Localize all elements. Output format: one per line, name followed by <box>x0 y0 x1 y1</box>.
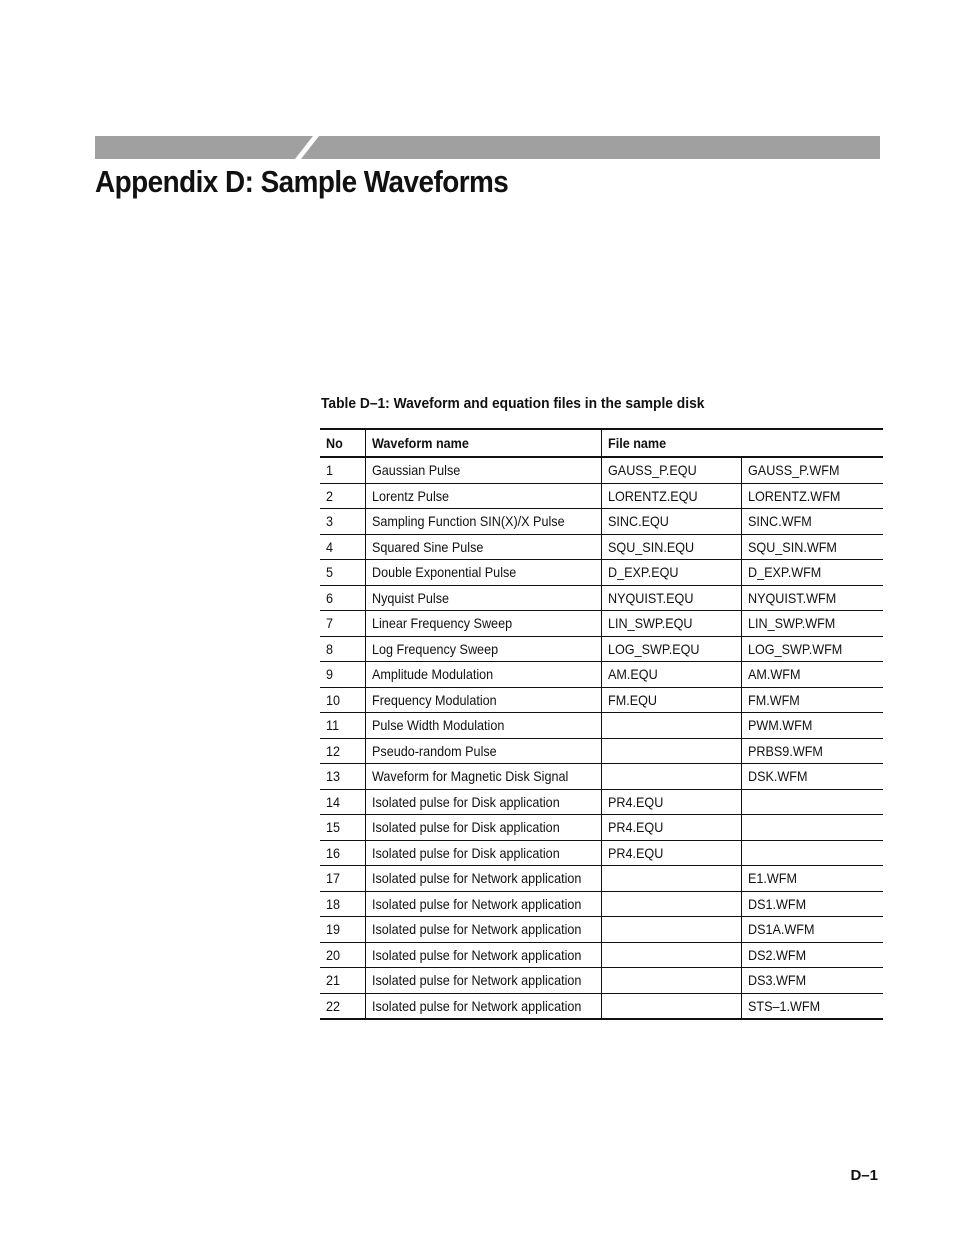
row-number-cell-text: 12 <box>326 742 341 759</box>
row-number-cell <box>320 764 365 790</box>
waveform-file-cell-text: PWM.WFM <box>747 717 812 734</box>
row-number-cell <box>320 789 365 815</box>
row-number-cell-text: 5 <box>326 564 334 581</box>
equation-file-cell <box>601 509 741 535</box>
equation-file-cell-text: D_EXP.EQU <box>607 564 679 581</box>
row-number-cell-text: 9 <box>326 666 334 683</box>
row-number-cell <box>320 585 365 611</box>
waveform-file-cell <box>741 636 883 662</box>
header-waveform-name: Waveform name <box>365 429 601 457</box>
waveform-name-cell-text: Isolated pulse for Disk application <box>371 819 560 836</box>
waveform-file-cell-text: DS2.WFM <box>747 946 806 963</box>
waveform-file-cell-text: DS3.WFM <box>747 972 806 989</box>
waveform-name-cell-text: Squared Sine Pulse <box>371 538 483 555</box>
waveform-file-cell <box>741 713 883 739</box>
waveform-file-cell <box>741 534 883 560</box>
row-number-cell <box>320 891 365 917</box>
waveform-name-cell <box>365 636 601 662</box>
row-number-cell <box>320 457 365 483</box>
row-number-cell-text: 20 <box>326 946 341 963</box>
waveform-name-cell <box>365 662 601 688</box>
header-no: No <box>320 429 365 457</box>
waveform-file-cell <box>741 483 883 509</box>
waveform-file-cell <box>741 611 883 637</box>
row-number-cell-text: 6 <box>326 589 334 606</box>
row-number-cell <box>320 815 365 841</box>
waveform-name-cell <box>365 815 601 841</box>
waveform-file-cell-text: GAUSS_P.WFM <box>747 462 839 479</box>
waveform-file-cell-text: LOG_SWP.WFM <box>747 640 842 657</box>
equation-file-cell-text: SQU_SIN.EQU <box>607 538 694 555</box>
equation-file-cell <box>601 687 741 713</box>
equation-file-cell <box>601 534 741 560</box>
waveform-name-cell-text: Double Exponential Pulse <box>371 564 516 581</box>
waveform-name-cell-text: Frequency Modulation <box>371 691 497 708</box>
table-row <box>320 483 883 509</box>
waveform-file-cell <box>741 866 883 892</box>
waveform-name-cell-text: Isolated pulse for Network application <box>371 870 581 887</box>
header-banner-left-segment <box>95 136 313 159</box>
waveform-name-cell-text: Isolated pulse for Disk application <box>371 844 560 861</box>
table-row <box>320 993 883 1019</box>
waveform-name-cell-text: Waveform for Magnetic Disk Signal <box>371 768 568 785</box>
equation-file-cell-text: PR4.EQU <box>607 793 663 810</box>
equation-file-cell <box>601 560 741 586</box>
table-row <box>320 789 883 815</box>
waveform-file-cell <box>741 789 883 815</box>
waveform-file-cell <box>741 585 883 611</box>
waveform-file-cell <box>741 891 883 917</box>
waveform-file-cell-text: DS1.WFM <box>747 895 806 912</box>
equation-file-cell-text: LOG_SWP.EQU <box>607 640 700 657</box>
waveform-name-cell <box>365 534 601 560</box>
table-row <box>320 917 883 943</box>
table-row <box>320 891 883 917</box>
table-row <box>320 457 883 483</box>
waveform-file-cell-text: LORENTZ.WFM <box>747 487 840 504</box>
waveform-name-cell <box>365 687 601 713</box>
row-number-cell <box>320 636 365 662</box>
table-body <box>320 457 883 1019</box>
waveform-name-cell-text: Isolated pulse for Network application <box>371 997 581 1014</box>
waveform-name-cell <box>365 942 601 968</box>
table-row <box>320 968 883 994</box>
waveform-file-cell-text: DSK.WFM <box>747 768 807 785</box>
row-number-cell <box>320 483 365 509</box>
waveform-name-cell-text: Isolated pulse for Network application <box>371 895 581 912</box>
waveform-name-cell-text: Log Frequency Sweep <box>371 640 498 657</box>
row-number-cell <box>320 866 365 892</box>
waveform-name-cell <box>365 993 601 1019</box>
equation-file-cell <box>601 764 741 790</box>
table-row <box>320 509 883 535</box>
waveform-file-cell <box>741 993 883 1019</box>
equation-file-cell <box>601 483 741 509</box>
row-number-cell-text: 16 <box>326 844 341 861</box>
waveform-name-cell-text: Isolated pulse for Network application <box>371 921 581 938</box>
equation-file-cell-text: PR4.EQU <box>607 844 663 861</box>
table-row <box>320 866 883 892</box>
page-title: Appendix D: Sample Waveforms <box>95 164 509 199</box>
table-row <box>320 942 883 968</box>
waveform-name-cell <box>365 764 601 790</box>
waveform-file-cell <box>741 738 883 764</box>
equation-file-cell <box>601 891 741 917</box>
equation-file-cell <box>601 840 741 866</box>
waveform-file-cell-text: DS1A.WFM <box>747 921 815 938</box>
waveform-file-cell <box>741 815 883 841</box>
equation-file-cell <box>601 942 741 968</box>
row-number-cell <box>320 509 365 535</box>
row-number-cell <box>320 534 365 560</box>
row-number-cell-text: 11 <box>326 717 340 734</box>
row-number-cell-text: 10 <box>326 691 341 708</box>
equation-file-cell-text: NYQUIST.EQU <box>607 589 693 606</box>
page-number: D–1 <box>850 1167 878 1184</box>
waveform-name-cell <box>365 457 601 483</box>
waveform-file-cell-text: FM.WFM <box>747 691 800 708</box>
waveform-name-cell <box>365 917 601 943</box>
waveform-file-cell-text: STS–1.WFM <box>747 997 820 1014</box>
row-number-cell <box>320 942 365 968</box>
equation-file-cell <box>601 866 741 892</box>
header-banner <box>95 136 880 159</box>
row-number-cell <box>320 840 365 866</box>
waveform-files-table <box>320 428 883 1020</box>
waveform-file-cell-text: AM.WFM <box>747 666 800 683</box>
waveform-file-cell-text: D_EXP.WFM <box>747 564 821 581</box>
table-row <box>320 636 883 662</box>
waveform-file-cell-text: LIN_SWP.WFM <box>747 615 835 632</box>
waveform-name-cell <box>365 585 601 611</box>
waveform-file-cell <box>741 457 883 483</box>
equation-file-cell-text: SINC.EQU <box>607 513 669 530</box>
row-number-cell <box>320 738 365 764</box>
waveform-name-cell-text: Pulse Width Modulation <box>371 717 504 734</box>
table-row <box>320 738 883 764</box>
waveform-name-cell-text: Isolated pulse for Network application <box>371 972 581 989</box>
row-number-cell <box>320 662 365 688</box>
waveform-file-cell <box>741 968 883 994</box>
waveform-name-cell-text: Pseudo-random Pulse <box>371 742 497 759</box>
table-row <box>320 815 883 841</box>
row-number-cell-text: 14 <box>326 793 341 810</box>
row-number-cell-text: 3 <box>326 513 334 530</box>
equation-file-cell-text: LIN_SWP.EQU <box>607 615 693 632</box>
table-row <box>320 662 883 688</box>
row-number-cell <box>320 713 365 739</box>
equation-file-cell-text: GAUSS_P.EQU <box>607 462 697 479</box>
row-number-cell-text: 22 <box>326 997 341 1014</box>
table-caption: Table D–1: Waveform and equation files in the sample disk <box>321 395 705 412</box>
row-number-cell <box>320 917 365 943</box>
equation-file-cell-text: AM.EQU <box>607 666 658 683</box>
table-row <box>320 534 883 560</box>
waveform-name-cell <box>365 483 601 509</box>
equation-file-cell <box>601 457 741 483</box>
waveform-file-cell-text: PRBS9.WFM <box>747 742 823 759</box>
table-header-row <box>320 429 883 457</box>
waveform-name-cell-text: Isolated pulse for Network application <box>371 946 581 963</box>
row-number-cell-text: 2 <box>326 487 334 504</box>
row-number-cell-text: 1 <box>326 462 334 479</box>
header-file-name: File name <box>601 429 883 457</box>
table-row <box>320 687 883 713</box>
waveform-name-cell <box>365 866 601 892</box>
waveform-file-cell-text: SINC.WFM <box>747 513 812 530</box>
row-number-cell <box>320 687 365 713</box>
row-number-cell <box>320 968 365 994</box>
equation-file-cell <box>601 713 741 739</box>
equation-file-cell <box>601 585 741 611</box>
table-row <box>320 840 883 866</box>
waveform-name-cell <box>365 968 601 994</box>
equation-file-cell-text: PR4.EQU <box>607 819 663 836</box>
waveform-name-cell <box>365 713 601 739</box>
equation-file-cell <box>601 917 741 943</box>
table-row <box>320 585 883 611</box>
waveform-name-cell <box>365 611 601 637</box>
row-number-cell <box>320 611 365 637</box>
waveform-name-cell-text: Linear Frequency Sweep <box>371 615 512 632</box>
table-row <box>320 764 883 790</box>
table-row <box>320 560 883 586</box>
equation-file-cell <box>601 968 741 994</box>
row-number-cell-text: 8 <box>326 640 334 657</box>
waveform-file-cell <box>741 764 883 790</box>
equation-file-cell <box>601 738 741 764</box>
row-number-cell-text: 19 <box>326 921 341 938</box>
row-number-cell-text: 17 <box>326 870 341 887</box>
waveform-name-cell <box>365 840 601 866</box>
equation-file-cell-text: FM.EQU <box>607 691 657 708</box>
table-row <box>320 611 883 637</box>
waveform-name-cell <box>365 789 601 815</box>
waveform-name-cell <box>365 509 601 535</box>
waveform-name-cell-text: Isolated pulse for Disk application <box>371 793 560 810</box>
header-banner-right-segment <box>301 136 880 159</box>
header-banner-graphic <box>95 136 880 159</box>
waveform-file-cell <box>741 560 883 586</box>
equation-file-cell <box>601 636 741 662</box>
waveform-file-cell <box>741 687 883 713</box>
waveform-name-cell <box>365 891 601 917</box>
equation-file-cell <box>601 993 741 1019</box>
waveform-file-cell <box>741 840 883 866</box>
waveform-file-cell <box>741 662 883 688</box>
waveform-name-cell <box>365 738 601 764</box>
waveform-file-cell-text: E1.WFM <box>747 870 797 887</box>
equation-file-cell <box>601 815 741 841</box>
waveform-file-cell <box>741 942 883 968</box>
table-row <box>320 713 883 739</box>
waveform-name-cell-text: Nyquist Pulse <box>371 589 449 606</box>
waveform-name-cell-text: Amplitude Modulation <box>371 666 493 683</box>
waveform-name-cell <box>365 560 601 586</box>
row-number-cell-text: 13 <box>326 768 341 785</box>
equation-file-cell-text: LORENTZ.EQU <box>607 487 698 504</box>
row-number-cell-text: 4 <box>326 538 334 555</box>
waveform-file-cell <box>741 509 883 535</box>
waveform-file-cell <box>741 917 883 943</box>
waveform-file-cell-text: SQU_SIN.WFM <box>747 538 837 555</box>
waveform-name-cell-text: Sampling Function SIN(X)/X Pulse <box>371 513 565 530</box>
waveform-name-cell-text: Lorentz Pulse <box>371 487 449 504</box>
row-number-cell-text: 15 <box>326 819 341 836</box>
waveform-name-cell-text: Gaussian Pulse <box>371 462 460 479</box>
equation-file-cell <box>601 611 741 637</box>
row-number-cell-text: 21 <box>326 972 341 989</box>
row-number-cell <box>320 560 365 586</box>
row-number-cell <box>320 993 365 1019</box>
row-number-cell-text: 7 <box>326 615 334 632</box>
row-number-cell-text: 18 <box>326 895 341 912</box>
equation-file-cell <box>601 662 741 688</box>
waveform-file-cell-text: NYQUIST.WFM <box>747 589 836 606</box>
equation-file-cell <box>601 789 741 815</box>
